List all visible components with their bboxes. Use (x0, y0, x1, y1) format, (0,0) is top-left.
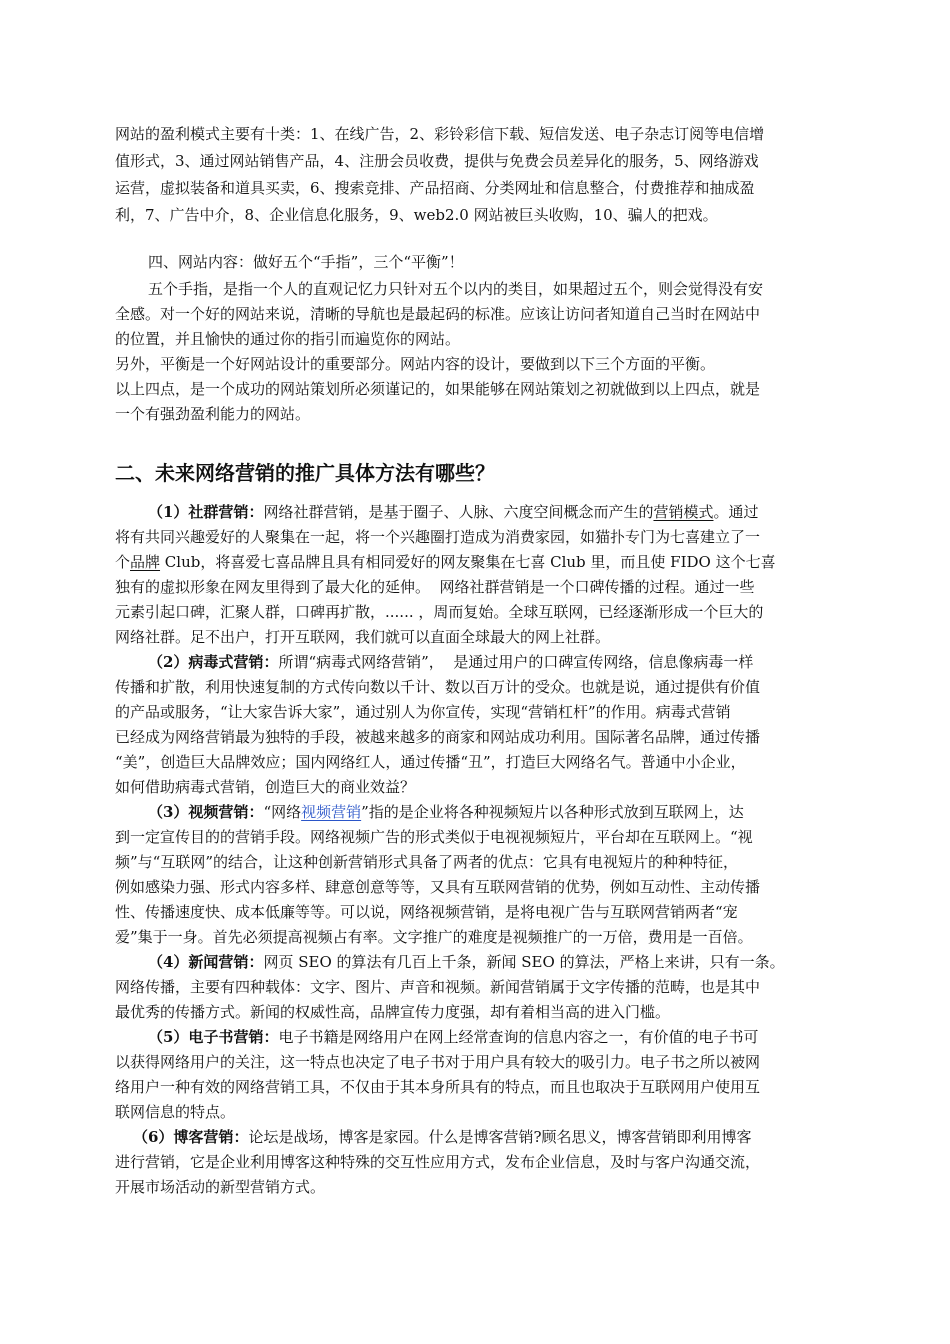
text-line: 进行营销，它是企业利用博客这种特殊的交互性应用方式，发布企业信息，及时与客户沟通交流， (115, 1153, 761, 1171)
text-line: 以获得网络用户的关注，这一特点也决定了电子书对于用户具有较大的吸引力。电子书之所以被网 (115, 1053, 761, 1071)
text-line: 另外，平衡是一个好网站设计的重要部分。网站内容的设计，要做到以下三个方面的平衡。 (115, 355, 716, 373)
text-line: 最优秀的传播方式。新闻的权威性高，品牌宣传力度强，却有着相当高的进入门槛。 (115, 1003, 671, 1021)
text-line: 性、传播速度快、成本低廉等等。可以说，网络视频营销，是将电视广告与互联网营销两者“宠 (115, 903, 738, 921)
text-line: 独有的虚拟形象在网友里得到了最大化的延伸。 网络社群营销是一个口碑传播的过程。通过一些 (115, 578, 755, 596)
paragraph-first-line: （2）病毒式营销：所谓“病毒式网络营销”， 是通过用户的口碑宣传网络，信息像病毒一样 (148, 653, 754, 671)
text-line: 个品牌 Club，将喜爱七喜品牌且具有相同爱好的网友聚集在七喜 Club 里，而且使 FIDO 这个七喜 (115, 553, 776, 571)
link-brand[interactable]: 品牌 (130, 553, 161, 571)
paragraph-first-line: （5）电子书营销：电子书籍是网络用户在网上经常查询的信息内容之一，有价值的电子书可 (148, 1028, 759, 1046)
text-line: 络用户一种有效的网络营销工具，不仅由于其本身所具有的特点，而且也取决于互联网用户使用互 (115, 1078, 761, 1096)
text-line: 将有共同兴趣爱好的人聚集在一起，将一个兴趣圈打造成为消费家园，如猫扑专门为七喜建立了一 (115, 528, 761, 546)
text-line: 网站的盈利模式主要有十类：1、在线广告，2、彩铃彩信下载、短信发送、电子杂志订阅等电信增 (115, 125, 765, 143)
item-label: （1）社群营销： (148, 503, 264, 521)
text-line: 已经成为网络营销最为独特的手段，被越来越多的商家和网站成功利用。国际著名品牌，通过传播 (115, 728, 761, 746)
item-label: （5）电子书营销： (148, 1028, 279, 1046)
item-label: （2）病毒式营销： (148, 653, 279, 671)
text-line: 运营，虚拟装备和道具买卖，6、搜索竞排、产品招商、分类网址和信息整合，付费推荐和抽成盈 (115, 179, 755, 197)
paragraph-first-line: （4）新闻营销：网页 SEO 的算法有几百上千条，新闻 SEO 的算法，严格上来讲，只有一条。 (148, 953, 785, 971)
paragraph-first-line: （3）视频营销：“网络视频营销”指的是企业将各种视频短片以各种形式放到互联网上，达 (148, 803, 744, 821)
paragraph-first-line: （6）博客营销：论坛是战场，博客是家园。什么是博客营销?顾名思义，博客营销即利用博客 (133, 1128, 752, 1146)
text-line: 例如感染力强、形式内容多样、肆意创意等等，又具有互联网营销的优势，例如互动性、主动传播 (115, 878, 761, 896)
text-line: 频”与“互联网”的结合，让这种创新营销形式具备了两者的优点：它具有电视短片的种种特征， (115, 853, 739, 871)
text-line: 全感。对一个好的网站来说，清晰的导航也是最起码的标准。应该让访问者知道自己当时在网站中 (115, 305, 761, 323)
text-line: 值形式，3、通过网站销售产品，4、注册会员收费，提供与免费会员差异化的服务，5、网络游戏 (115, 152, 759, 170)
text-line: 的产品或服务，“让大家告诉大家”，通过别人为你宣传，实现“营销杠杆”的作用。病毒式营销 (115, 703, 731, 721)
text-line: 传播和扩散，利用快速复制的方式传向数以千计、数以百万计的受众。也就是说，通过提供有价值 (115, 678, 761, 696)
text-line: 到一定宣传目的的营销手段。网络视频广告的形式类似于电视视频短片，平台却在互联网上。“视 (115, 828, 753, 846)
paragraph-first-line: （1）社群营销：网络社群营销，是基于圈子、人脉、六度空间概念而产生的营销模式。通过 (148, 503, 759, 521)
text-line: 开展市场活动的新型营销方式。 (115, 1178, 326, 1196)
text-line: 利，7、广告中介，8、企业信息化服务，9、web2.0 网站被巨头收购，10、骗人的把戏。 (115, 206, 718, 224)
item-label: （3）视频营销： (148, 803, 264, 821)
link-marketing-model[interactable]: 营销模式 (653, 503, 714, 521)
text-line: 一个有强劲盈利能力的网站。 (115, 405, 311, 423)
text-line: 网络传播，主要有四种载体：文字、图片、声音和视频。新闻营销属于文字传播的范畴，也是其中 (115, 978, 761, 996)
text-line: 网络社群。足不出户，打开互联网，我们就可以直面全球最大的网上社群。 (115, 628, 611, 646)
text-line: 联网信息的特点。 (115, 1103, 236, 1121)
page-heading: 二、未来网络营销的推广具体方法有哪些？ (115, 461, 495, 485)
section-title: 四、网站内容：做好五个“手指”，三个“平衡”！ (148, 253, 464, 271)
item-label: （6）博客营销： (133, 1128, 249, 1146)
text-line: 以上四点，是一个成功的网站策划所必须谨记的，如果能够在网站策划之初就做到以上四点，就是 (115, 380, 761, 398)
text-line: 五个手指，是指一个人的直观记忆力只针对五个以内的类目，如果超过五个，则会觉得没有安 (148, 280, 764, 298)
text-line: 的位置，并且愉快的通过你的指引而遍览你的网站。 (115, 330, 461, 348)
text-line: 元素引起口碑，汇聚人群，口碑再扩散，...... ，周而复始。全球互联网，已经逐渐形成一个巨大的 (115, 603, 764, 621)
link-video-marketing[interactable]: 视频营销 (301, 803, 362, 821)
text-line: “美”，创造巨大品牌效应；国内网络红人，通过传播“丑”，打造巨大网络名气。普通中小企业， (115, 753, 746, 771)
item-label: （4）新闻营销： (148, 953, 264, 971)
text-line: 如何借助病毒式营销，创造巨大的商业效益？ (115, 778, 416, 796)
text-line: 爱”集于一身。首先必须提高视频占有率。文字推广的难度是视频推广的一万倍，费用是一百倍。 (115, 928, 753, 946)
